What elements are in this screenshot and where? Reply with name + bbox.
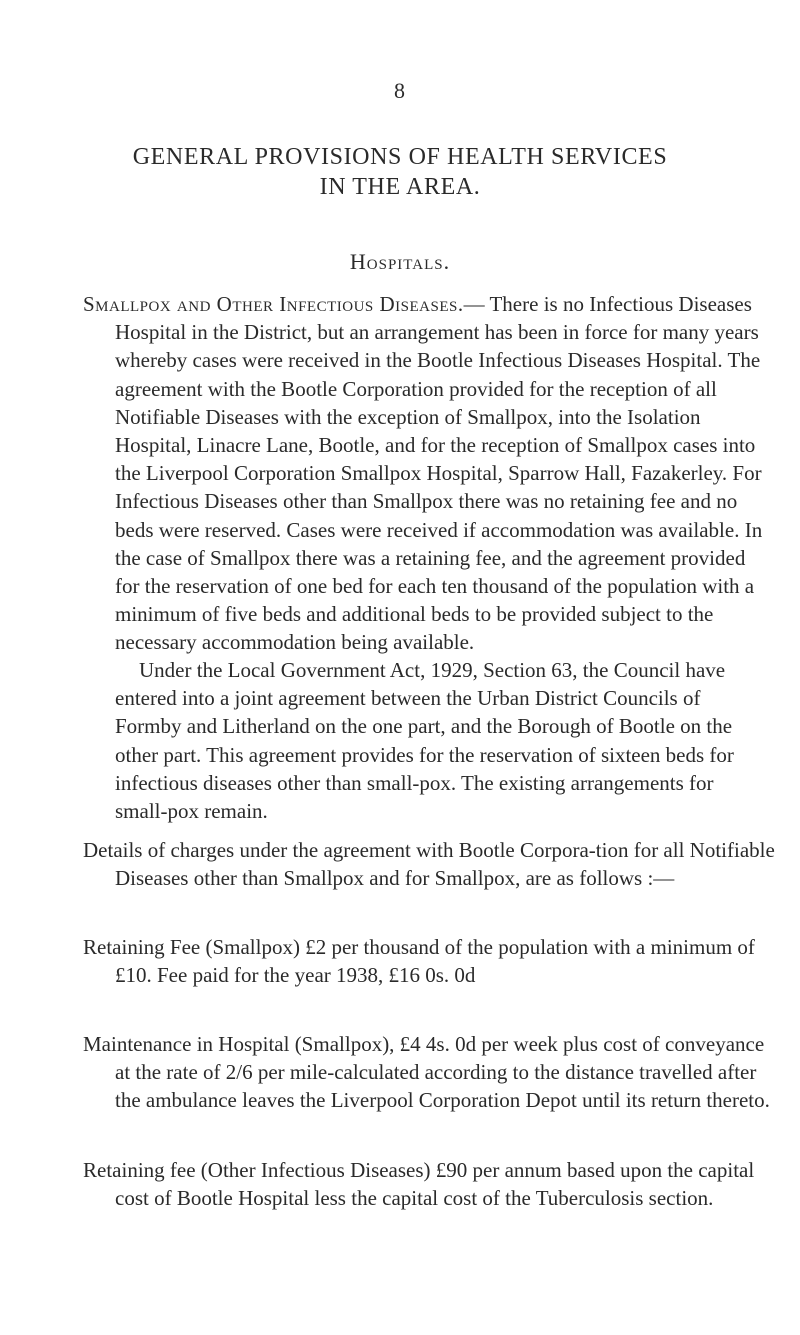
- page-title-line-1: GENERAL PROVISIONS OF HEALTH SERVICES: [132, 144, 668, 170]
- page-title-line-2: IN THE AREA.: [319, 174, 481, 200]
- paragraph-details-of-charges: Details of charges under the agreement with Bootle Corpora-tion for all Notifiable Diseases other than Smallpox and for Smallpox, are as follows :—: [83, 838, 775, 891]
- page-title: [60, 142, 740, 202]
- paragraph-smallpox-heading: Smallpox and Other Infectious Diseases.: [83, 292, 464, 316]
- paragraph-local-government-act: Under the Local Government Act, 1929, Section 63, the Council have entered into a joint agreement between the Urban District Councils of Formby and Litherland on the one part, and the Borough of Bootle on the other part. This agreement provides for the reservation of sixteen beds for infectious diseases other than small-pox. The existing arrangements for small-pox remain.: [115, 658, 734, 824]
- paragraph-maintenance: Maintenance in Hospital (Smallpox), £4 4s. 0d per week plus cost of conveyance at the rate of 2/6 per mile-calculated according to the distance travelled after the ambulance leaves the Liverpool Corporation Depot until its return thereto.: [83, 1032, 770, 1113]
- page-number: 8: [394, 78, 406, 103]
- paragraph-smallpox: [83, 290, 775, 657]
- paragraph-retaining-fee-other: Retaining fee (Other Infectious Diseases) £90 per annum based upon the capital cost of Bootle Hospital less the capital cost of the Tuberculosis section.: [83, 1158, 755, 1211]
- paragraph-retaining-fee-smallpox: Retaining Fee (Smallpox) £2 per thousand of the population with a minimum of £10. Fee paid for the year 1938, £16 0s. 0d: [83, 935, 755, 988]
- section-heading-hospitals: Hospitals.: [349, 249, 451, 274]
- paragraph-smallpox-body: — There is no Infectious Diseases Hospital in the District, but an arrangement has been in force for many years whereby cases were received in the Bootle Infectious Diseases Hospital. The agreement with the Bootle Corporation provided for the reception of all Notifiable Diseases with the exception of Smallpox, into the Isolation Hospital, Linacre Lane, Bootle, and for the reception of Smallpox cases into the Liverpool Corporation Smallpox Hospital, Sparrow Hall, Fazakerley. For Infectious Diseases other than Smallpox there was no retaining fee and no beds were reserved. Cases were received if accommodation was available. In the case of Smallpox there was a retaining fee, and the agreement provided for the reservation of one bed for each ten thousand of the population with a minimum of five beds and additional beds to be provided subject to the necessary accommodation being available.: [115, 292, 763, 655]
